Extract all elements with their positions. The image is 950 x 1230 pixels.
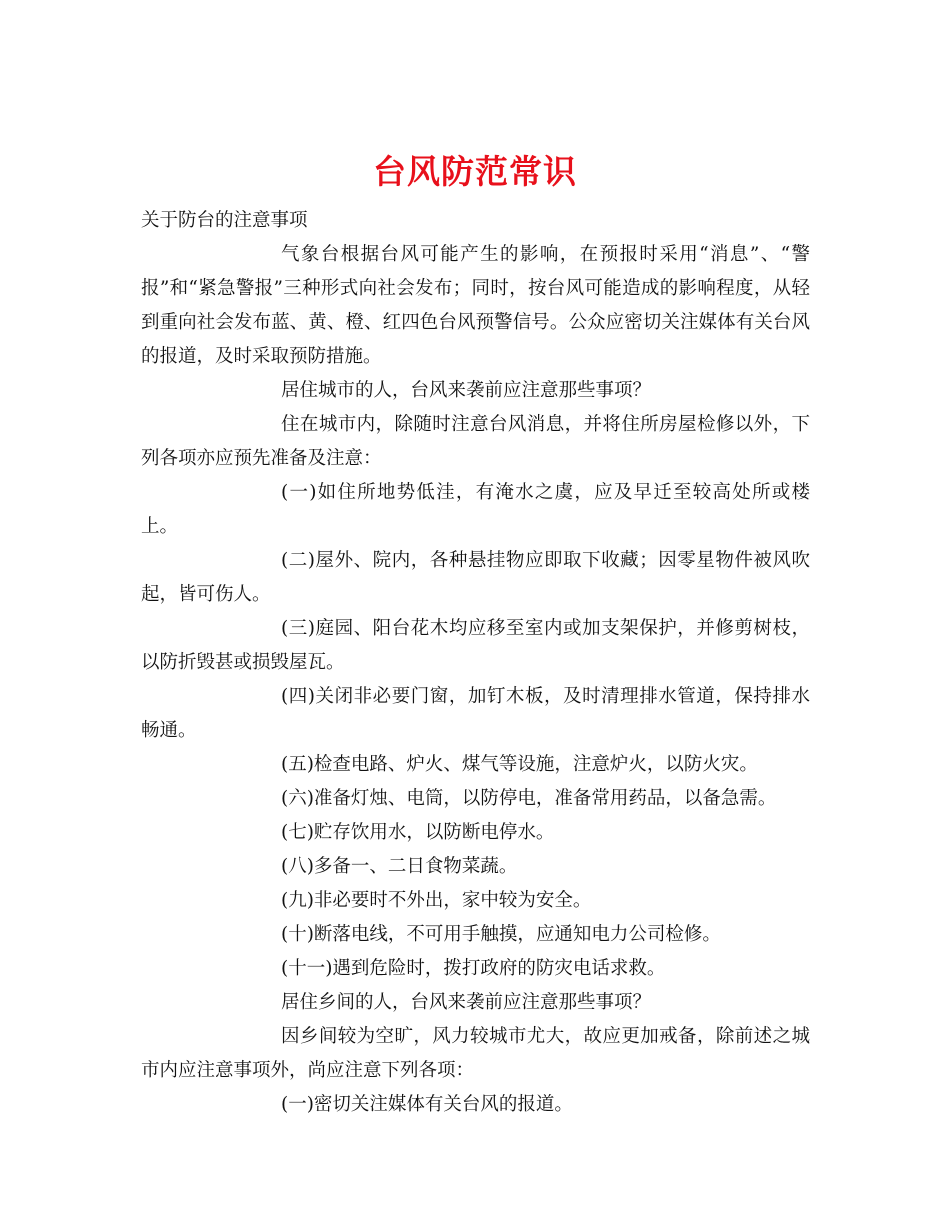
question-countryside: 居住乡间的人，台风来袭前应注意那些事项？ bbox=[281, 992, 652, 1013]
list-item-city-7: (七)贮存饮用水，以防断电停水。 bbox=[281, 822, 555, 843]
section-subtitle: 关于防台的注意事项 bbox=[141, 210, 308, 231]
paragraph-intro: 气象台根据台风可能产生的影响，在预报时采用“消息”、“警报”和“紧急警报”三种形式向社会发布；同时，按台风可能造成的影响程度，从轻到重向社会发布蓝、黄、橙、红四色台风预警信号。公众应密切关注媒体有关台风的报道，及时采取预防措施。 bbox=[141, 244, 810, 367]
list-item-city-5: (五)检查电路、炉火、煤气等设施，注意炉火，以防火灾。 bbox=[281, 754, 758, 775]
document-body bbox=[141, 204, 810, 1122]
document-title: 台风防范常识 bbox=[373, 152, 577, 192]
list-item-city-3: (三)庭园、阳台花木均应移至室内或加支架保护，并修剪树枝，以防折毁甚或损毁屋瓦。 bbox=[141, 618, 810, 673]
list-item-city-8: (八)多备一、二日食物菜蔬。 bbox=[281, 856, 518, 877]
list-item-city-1: (一)如住所地势低洼，有淹水之虞，应及早迁至较高处所或楼上。 bbox=[141, 482, 810, 537]
list-item-city-10: (十)断落电线，不可用手触摸，应通知电力公司检修。 bbox=[281, 924, 721, 945]
paragraph-city-intro: 住在城市内，除随时注意台风消息，并将住所房屋检修以外，下列各项亦应预先准备及注意： bbox=[141, 414, 810, 469]
list-item-countryside-1: (一)密切关注媒体有关台风的报道。 bbox=[281, 1094, 573, 1115]
list-item-city-6: (六)准备灯烛、电筒，以防停电，准备常用药品，以备急需。 bbox=[281, 788, 777, 809]
list-item-city-9: (九)非必要时不外出，家中较为安全。 bbox=[281, 890, 592, 911]
list-item-city-11: (十一)遇到危险时，拨打政府的防灾电话求救。 bbox=[281, 958, 666, 979]
list-item-city-4: (四)关闭非必要门窗，加钉木板，及时清理排水管道，保持排水畅通。 bbox=[141, 686, 810, 741]
list-item-city-2: (二)屋外、院内，各种悬挂物应即取下收藏；因零星物件被风吹起，皆可伤人。 bbox=[141, 550, 810, 605]
paragraph-countryside-intro: 因乡间较为空旷，风力较城市尤大，故应更加戒备，除前述之城市内应注意事项外，尚应注意下列各项： bbox=[141, 1026, 810, 1081]
question-city: 居住城市的人，台风来袭前应注意那些事项？ bbox=[281, 380, 652, 401]
